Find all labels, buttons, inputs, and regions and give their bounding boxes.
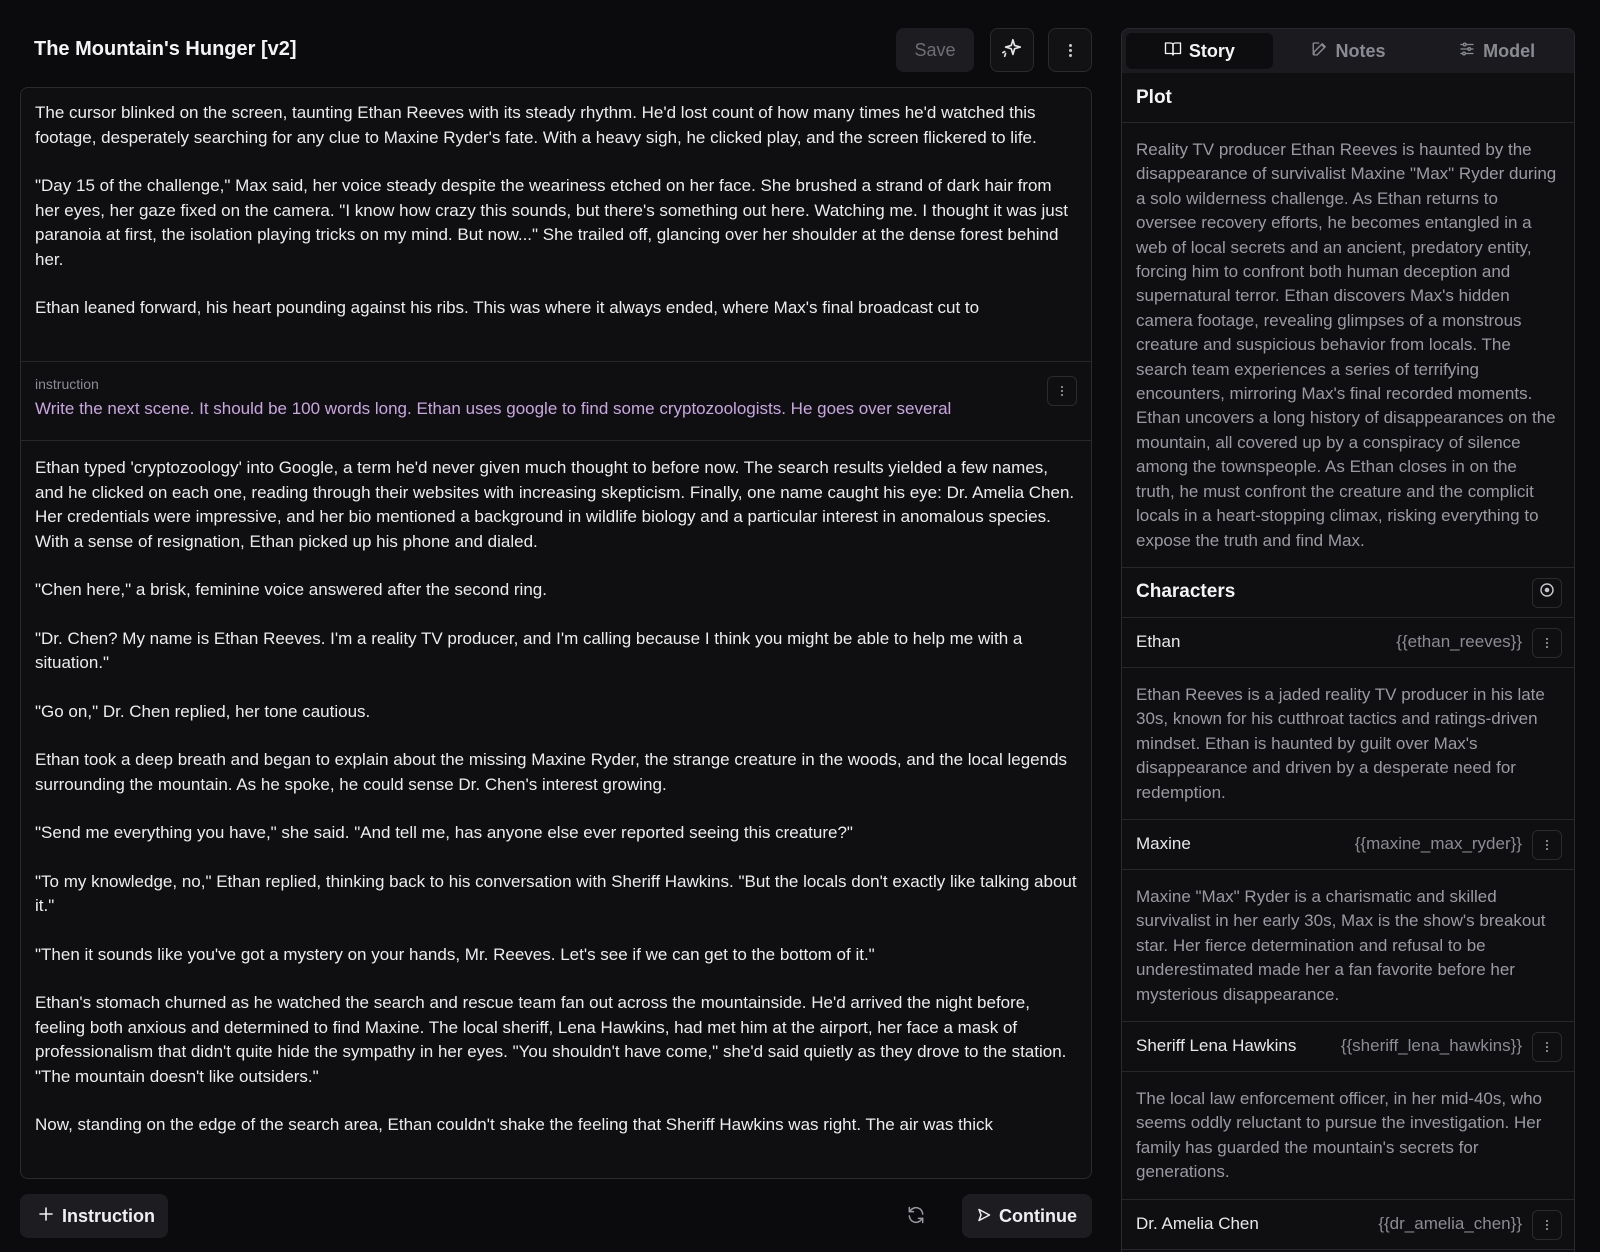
tab-story[interactable] xyxy=(1126,33,1273,69)
character-menu-button[interactable] xyxy=(1532,1210,1562,1240)
character-name: Dr. Amelia Chen xyxy=(1136,1214,1259,1234)
character-row-ethan[interactable] xyxy=(1122,618,1574,668)
instruction-text[interactable]: Write the next scene. It should be 100 words long. Ethan uses google to find some cryptozoologists. He goes over several xyxy=(35,399,952,418)
save-button[interactable]: Save xyxy=(896,28,974,72)
character-description[interactable]: The local law enforcement officer, in her mid-40s, who seems oddly reluctant to pursue the investigation. Her family has guarded the mountain's secrets for generations. xyxy=(1122,1072,1574,1200)
tab-notes-label: Notes xyxy=(1335,40,1386,61)
characters-heading xyxy=(1122,568,1574,618)
story-editor[interactable] xyxy=(20,87,1092,1179)
tab-notes[interactable] xyxy=(1275,33,1422,69)
book-icon xyxy=(1164,40,1182,63)
character-row-chen[interactable] xyxy=(1122,1200,1574,1250)
instruction-menu-button[interactable] xyxy=(1047,376,1077,406)
plot-heading xyxy=(1122,73,1574,123)
character-name: Maxine xyxy=(1136,834,1191,854)
sidebar-tabs xyxy=(1122,29,1574,73)
character-tag: {{ethan_reeves}} xyxy=(1396,632,1522,652)
add-instruction-label: Instruction xyxy=(62,1205,155,1226)
generated-paragraph: "Then it sounds like you've got a mystery on your hands, Mr. Reeves. Let's see if we can get to the bottom of it." xyxy=(35,944,875,964)
tab-model[interactable] xyxy=(1423,33,1570,69)
generated-paragraph: "Chen here," a brisk, feminine voice answered after the second ring. xyxy=(35,580,547,599)
add-character-button[interactable] xyxy=(1532,578,1562,608)
editor-column xyxy=(20,28,1092,1228)
continue-label: Continue xyxy=(999,1205,1077,1226)
generated-text-block[interactable] xyxy=(21,441,1091,1179)
instruction-block[interactable] xyxy=(21,362,1091,440)
instruction-label: instruction xyxy=(35,376,99,392)
character-tag: {{sheriff_lena_hawkins}} xyxy=(1340,1036,1522,1056)
character-description[interactable]: Ethan Reeves is a jaded reality TV producer in his late 30s, known for his cutthroat tactics and ratings-driven mindset. Ethan is haunted by guilt over Max's disappearance and driven by a desperate need for redemption. xyxy=(1122,668,1574,820)
tab-model-label: Model xyxy=(1483,40,1536,61)
send-icon xyxy=(977,1206,991,1227)
sparkle-icon xyxy=(1001,37,1023,64)
pencil-icon xyxy=(1311,40,1329,63)
plus-icon xyxy=(38,1206,54,1227)
more-options-button[interactable] xyxy=(1048,28,1092,72)
continue-button[interactable] xyxy=(962,1194,1092,1238)
regenerate-button[interactable] xyxy=(903,1204,929,1230)
action-bar xyxy=(20,1194,1092,1238)
generated-paragraph: "Send me everything you have," she said. "And tell me, has anyone else ever reported seeing this creature?" xyxy=(35,823,853,842)
character-menu-button[interactable] xyxy=(1532,1032,1562,1062)
title-bar xyxy=(20,28,1092,72)
plot-heading-text: Plot xyxy=(1136,86,1172,108)
generated-paragraph: Ethan's stomach churned as he watched the search and rescue team fan out across the mountainside. He'd arrived the night before, feeling both anxious and determined to find Maxine. The local sheriff, Lena Hawkins, had met him at the airport, her face a mask of professionalism that didn't quite hide the sympathy in her eyes. "You shouldn't have come," she'd said quietly as they drove to the station. "The mountain doesn't like outsiders." xyxy=(35,993,1067,1086)
character-tag: {{maxine_max_ryder}} xyxy=(1354,834,1522,854)
more-vertical-icon xyxy=(1546,1042,1548,1052)
story-paragraph: Ethan leaned forward, his heart pounding against his ribs. This was where it always ended, where Max's final broadcast cut to xyxy=(35,298,980,317)
generated-paragraph: "Go on," Dr. Chen replied, her tone cautious. xyxy=(35,701,371,721)
generated-paragraph: Ethan took a deep breath and began to explain about the missing Maxine Ryder, the strange creature in the woods, and the local legends surrounding the mountain. As he spoke, he could sense Dr. Chen's interest growing. xyxy=(35,750,1068,794)
more-vertical-icon xyxy=(1546,638,1548,648)
character-menu-button[interactable] xyxy=(1532,830,1562,860)
character-row-maxine[interactable] xyxy=(1122,820,1574,870)
sliders-icon xyxy=(1458,40,1476,63)
story-paragraph: "Day 15 of the challenge," Max said, her voice steady despite the weariness etched on her face. She brushed a strand of dark hair from her eyes, her gaze fixed on the camera. "I know how crazy this sounds, but there's something out here. Watching me. I thought it was just paranoia at first, the isolation playing tricks on my mind. But now..." She trailed off, glancing over her shoulder at the dense forest behind her. xyxy=(35,176,1068,269)
plot-text[interactable]: Reality TV producer Ethan Reeves is haunted by the disappearance of survivalist Maxine "Max" Ryder during a solo wilderness challenge. As Ethan returns to oversee recovery efforts, he becomes entangled in a web of local secrets and an ancient, predatory entity, forcing him to confront both human deception and supernatural terror. Ethan discovers Max's hidden camera footage, revealing glimpses of a monstrous creature and suspicious behavior from locals. The search team experiences a series of terrifying encounters, mirroring Max's final recorded moments. Ethan uncovers a long history of disappearances on the mountain, all covered up by a conspiracy of silence among the townspeople. As Ethan closes in on the truth, he must confront the creature and the complicit locals in a heart-stopping climax, risking everything to expose the truth and find Max. xyxy=(1122,123,1574,568)
character-tag: {{dr_amelia_chen}} xyxy=(1378,1214,1522,1234)
plus-circle-icon xyxy=(1539,582,1555,604)
story-sidebar xyxy=(1121,28,1575,1252)
add-instruction-button[interactable] xyxy=(20,1194,168,1238)
tab-story-label: Story xyxy=(1188,40,1235,61)
character-menu-button[interactable] xyxy=(1532,628,1562,658)
character-description[interactable]: Maxine "Max" Ryder is a charismatic and skilled survivalist in her early 30s, Max is the show's breakout star. Her fierce determination and refusal to be underestimated made her a fan favorite before her mysterious disappearance. xyxy=(1122,870,1574,1022)
more-vertical-icon xyxy=(1546,840,1548,850)
sparkle-button[interactable] xyxy=(990,28,1034,72)
more-vertical-icon xyxy=(1546,1220,1548,1230)
refresh-icon xyxy=(906,1205,926,1230)
character-name: Ethan xyxy=(1136,632,1181,652)
generated-paragraph: "Dr. Chen? My name is Ethan Reeves. I'm a reality TV producer, and I'm calling because I think you might be able to help me with a situation." xyxy=(35,628,1023,672)
story-text-block[interactable] xyxy=(21,88,1091,361)
generated-paragraph: "To my knowledge, no," Ethan replied, thinking back to his conversation with Sheriff Hawkins. "But the locals don't exactly like talking about it." xyxy=(35,871,1077,915)
character-name: Sheriff Lena Hawkins xyxy=(1136,1036,1297,1056)
characters-heading-text: Characters xyxy=(1136,581,1236,603)
character-row-hawkins[interactable] xyxy=(1122,1022,1574,1072)
story-paragraph: The cursor blinked on the screen, taunting Ethan Reeves with its steady rhythm. He'd lost count of how many times he'd watched this footage, desperately searching for any clue to Maxine Ryder's fate. With a heavy sigh, he clicked play, and the screen flickered to life. xyxy=(35,103,1037,147)
generated-paragraph: Now, standing on the edge of the search area, Ethan couldn't shake the feeling that Sheriff Hawkins was right. The air was thick xyxy=(35,1115,994,1134)
generated-paragraph: Ethan typed 'cryptozoology' into Google, a term he'd never given much thought to before now. The search results yielded a few names, and he clicked on each one, reading through their websites with increasing skepticism. Finally, one name caught his eye: Dr. Amelia Chen. Her credentials were impressive, and her bio mentioned a background in wildlife biology and a particular interest in anomalous species. With a sense of resignation, Ethan picked up his phone and dialed. xyxy=(35,458,1075,551)
more-vertical-icon xyxy=(1061,386,1063,396)
document-title: The Mountain's Hunger [v2] xyxy=(34,38,297,60)
more-vertical-icon xyxy=(1069,44,1072,57)
